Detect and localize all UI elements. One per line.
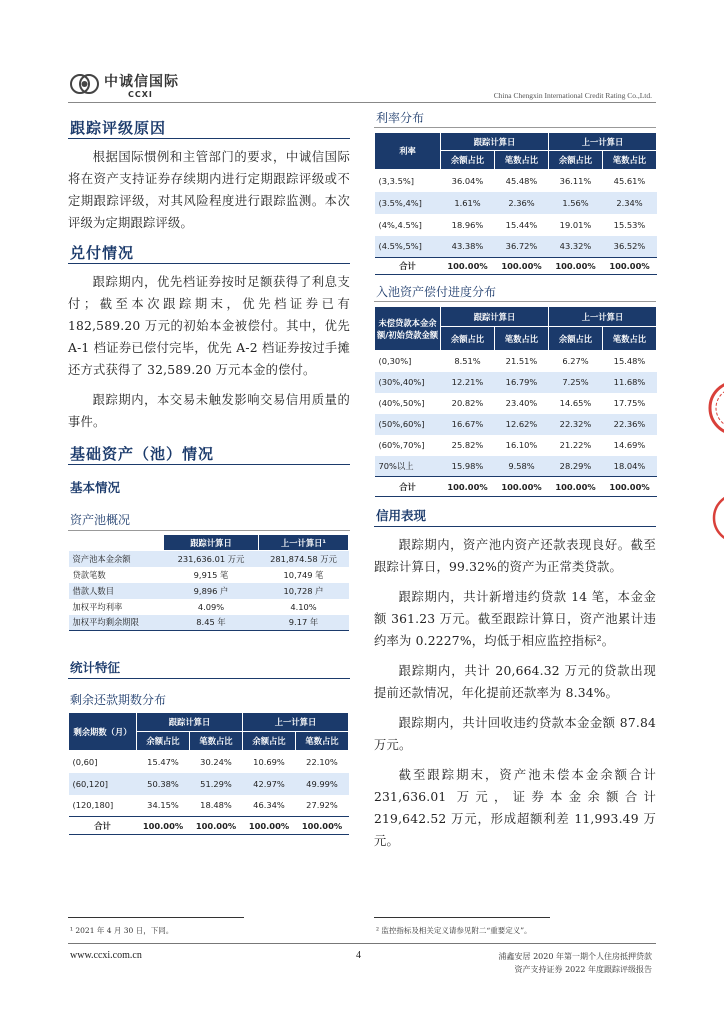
table-row: [69, 751, 349, 773]
cell: 4.09%: [197, 601, 225, 612]
cell: 6.27%: [562, 356, 589, 367]
progress-sub-header: 余额占比: [441, 327, 495, 351]
table-total-row: [69, 817, 349, 835]
cell: 14.65%: [559, 398, 592, 408]
table-row: [375, 393, 657, 414]
cell: 9.17 年: [259, 615, 349, 631]
cell: 100.00%: [603, 477, 657, 497]
cell: 12.62%: [495, 414, 549, 435]
table-row: [375, 351, 657, 372]
section-underline: [374, 526, 656, 527]
term-sub-header: 余额占比: [243, 732, 296, 751]
term-table-wrap: [68, 712, 349, 835]
cell: 49.99%: [296, 773, 349, 795]
cell: 10,728 户: [259, 583, 349, 599]
cell: 50.38%: [137, 773, 190, 795]
row-label: (4.5%,5%]: [375, 236, 441, 258]
total-label: 合计: [69, 817, 137, 835]
section-underline: [68, 678, 350, 679]
cell: 15.98%: [441, 456, 495, 477]
cell: 15.48%: [613, 356, 646, 367]
cell: 100.00%: [441, 477, 495, 497]
cell: 18.04%: [603, 456, 657, 477]
report-name-line-1: 浦鑫安居 2020 年第一期个人住房抵押贷款: [498, 952, 652, 961]
cell: 23.40%: [505, 398, 538, 408]
cell: 15.53%: [613, 219, 646, 230]
cell: 45.61%: [613, 175, 646, 186]
term-sub-header: 笔数占比: [190, 732, 243, 751]
footnote-1: ¹ 2021 年 4 月 30 日，下同。: [70, 926, 174, 935]
progress-sub-header: 余额占比: [549, 327, 603, 351]
cell: 42.97%: [243, 773, 296, 795]
section-title-payment: 兑付情况: [70, 244, 135, 262]
row-label: (120,180]: [72, 800, 114, 811]
cell: 36.04%: [451, 175, 484, 186]
section-title-rating-reason: 跟踪评级原因: [70, 119, 167, 137]
table-row: [375, 214, 657, 236]
table-row: [375, 414, 657, 435]
cell: 100.00%: [549, 477, 603, 497]
progress-table: [374, 306, 657, 497]
cell: 8.45 年: [164, 615, 259, 631]
report-name: [499, 950, 652, 976]
cell: 9,915 笔: [193, 569, 229, 580]
subsection-basic: 基本情况: [70, 480, 121, 495]
row-label: 贷款笔数: [72, 569, 106, 580]
cell: 11.68%: [603, 372, 657, 393]
cell: 1.61%: [441, 192, 495, 214]
table-row: [375, 372, 657, 393]
overview-table: [68, 534, 349, 631]
row-label: (50%,60%]: [375, 414, 441, 435]
cell: 17.75%: [613, 398, 646, 408]
overview-corner: [69, 535, 164, 551]
subsection-statistics: 统计特征: [70, 660, 121, 675]
cell: 100.00%: [441, 258, 495, 275]
cell: 34.15%: [147, 800, 179, 811]
cell: 19.01%: [559, 219, 592, 230]
term-table: [68, 712, 349, 835]
table-row: [69, 551, 349, 567]
term-sub-header: 余额占比: [137, 732, 190, 751]
cell: 9.58%: [495, 456, 549, 477]
section-title-underlying-assets: 基础资产（池）情况: [70, 445, 215, 463]
credit-performance-paragraphs: 跟踪期内，资产池内资产还款表现良好。截至跟踪计算日，99.32%的资产为正常类贷款。 跟踪期内，共计新增违约贷款 14 笔，本金金额 361.23 万元。截至跟踪计算日，资产池累计违约率为 0.2227%，均低于相应监控指标²。 跟踪期内，共计 20,664.32 万元的贷款出现提前还款情况，年化提前还款率为 8.34%。 跟踪期内，共计回收违约贷款本金金额 87.84 万元。 截至跟踪期末，资产池未偿本金余额合计 231,636.01 万元，证券本金余额合计 219,642.52 万元，形成超额利差 11,993.49 万元。: [374, 538, 656, 848]
cell: 100.00%: [603, 258, 657, 275]
cell: 18.48%: [200, 800, 232, 811]
rate-table-wrap: [374, 132, 657, 275]
cell: 1.56%: [549, 192, 603, 214]
red-seal-stamp-icon: [708, 488, 724, 548]
section-underline: [68, 263, 350, 264]
cell: 43.38%: [441, 236, 495, 258]
cell: 25.82%: [451, 440, 484, 450]
cell: 45.48%: [505, 175, 538, 186]
cell: 14.69%: [613, 440, 646, 450]
cell: 36.52%: [603, 236, 657, 258]
cell: 18.96%: [451, 219, 484, 230]
row-label: (30%,40%]: [375, 372, 441, 393]
row-label: (0,30%]: [378, 356, 412, 367]
progress-sub-header: 笔数占比: [603, 327, 657, 351]
progress-sub-header: 笔数占比: [495, 327, 549, 351]
cell: 10,749 笔: [283, 569, 324, 580]
section-underline: [68, 464, 350, 465]
cell: 231,636.01 万元: [164, 551, 259, 567]
cell: 15.44%: [505, 219, 538, 230]
progress-group-header: 跟踪计算日: [441, 307, 549, 327]
cell: 100.00%: [549, 258, 603, 275]
cell: 21.51%: [505, 356, 538, 367]
row-label: (4%,4.5%]: [378, 219, 422, 230]
caption-underline: [374, 301, 656, 302]
row-label: (40%,50%]: [378, 398, 425, 408]
cell: 100.00%: [495, 258, 549, 275]
cell: 9,896 户: [164, 583, 259, 599]
table-total-row: [375, 258, 657, 275]
footer-divider: [68, 943, 656, 944]
cell: 22.10%: [306, 756, 338, 767]
footnote-divider: [68, 917, 244, 918]
row-label: 70%以上: [375, 456, 441, 477]
cell: 28.29%: [549, 456, 603, 477]
cell: 51.29%: [190, 773, 243, 795]
row-label: (60%,70%]: [378, 440, 425, 450]
cell: 281,874.58 万元: [259, 551, 349, 567]
footer-website: www.ccxi.com.cn: [70, 950, 142, 961]
footnote-divider: [374, 917, 550, 918]
cell: 21.22%: [559, 440, 592, 450]
row-label: 资产池本金余额: [69, 551, 164, 567]
payment-paragraphs: 跟踪期内，优先档证券按时足额获得了利息支付；截至本次跟踪期末，优先档证券已有 182,589.20 万元的初始本金被偿付。其中，优先 A-1 档证券已偿付完毕，优先 A-2 档证券按过手摊还方式获得了 32,589.20 万元本金的偿付。 跟踪期内，本交易未触发影响交易信用质量的事件。: [68, 275, 350, 429]
table-row: [69, 583, 349, 599]
row-label: (3.5%,4%]: [375, 192, 441, 214]
cell: 12.21%: [441, 372, 495, 393]
cell: 36.72%: [495, 236, 549, 258]
cell: 30.24%: [200, 756, 232, 767]
cell: 16.67%: [441, 414, 495, 435]
cell: 4.10%: [290, 601, 317, 612]
overview-table-wrap: [68, 534, 349, 631]
cell: 36.11%: [559, 175, 592, 186]
overview-header: 跟踪计算日: [164, 535, 259, 551]
cell: 22.36%: [603, 414, 657, 435]
cell: 43.32%: [549, 236, 603, 258]
cell: 46.34%: [253, 800, 285, 811]
table-row: [69, 567, 349, 583]
section-underline: [68, 138, 350, 139]
row-label: (0,60]: [72, 756, 98, 767]
cell: 7.25%: [549, 372, 603, 393]
table-row: [375, 236, 657, 258]
progress-corner: 未偿贷款本金余额/初始贷款金额: [375, 307, 441, 351]
term-group-header: 跟踪计算日: [137, 713, 243, 732]
subsection-credit-performance: 信用表现: [376, 508, 427, 523]
rate-group-header: 跟踪计算日: [441, 133, 549, 151]
cell: 22.32%: [549, 414, 603, 435]
total-label: 合计: [375, 477, 441, 497]
table-row: [69, 773, 349, 795]
overview-table-caption: 资产池概况: [70, 513, 131, 527]
logo-sub: CCXI: [128, 90, 153, 99]
cell: 10.69%: [253, 756, 285, 767]
table-row: [375, 192, 657, 214]
progress-table-wrap: [374, 306, 657, 497]
table-row: [69, 795, 349, 817]
red-seal-stamp-icon: [706, 378, 724, 438]
cell: 20.82%: [451, 398, 484, 408]
table-row: [375, 435, 657, 456]
row-label: (3,3.5%]: [378, 175, 414, 186]
cell: 100.00%: [495, 477, 549, 497]
cell: 27.92%: [306, 800, 338, 811]
page-number: 4: [356, 950, 361, 961]
company-english-name: China Chengxin International Credit Rating Co.,Ltd.: [493, 91, 652, 100]
term-corner: 剩余期数（月）: [69, 713, 137, 751]
cell: 15.47%: [147, 756, 179, 767]
header-divider: [68, 102, 656, 103]
table-row: [375, 456, 657, 477]
cell: 100.00%: [243, 817, 296, 835]
term-sub-header: 笔数占比: [296, 732, 349, 751]
progress-group-header: 上一计算日: [549, 307, 657, 327]
row-label: 加权平均剩余期限: [69, 615, 164, 631]
rating-reason-paragraph: 根据国际惯例和主管部门的要求，中诚信国际将在资产支持证券存续期内进行定期跟踪评级或不定期跟踪评级，对其风险程度进行跟踪监测。本次评级为定期跟踪评级。: [68, 150, 350, 230]
cell: 100.00%: [296, 817, 349, 835]
logo-name: 中诚信国际: [104, 74, 179, 90]
rate-sub-header: 余额占比: [441, 151, 495, 170]
caption-underline: [68, 530, 350, 531]
row-label: 加权平均利率: [72, 601, 123, 612]
cell: 2.34%: [603, 192, 657, 214]
total-label: 合计: [375, 258, 441, 275]
overview-header: 上一计算日¹: [259, 535, 349, 551]
term-group-header: 上一计算日: [243, 713, 349, 732]
rate-sub-header: 笔数占比: [603, 151, 657, 170]
report-name-line-2: 资产支持证券 2022 年度跟踪评级报告: [514, 965, 652, 974]
rate-table: [374, 132, 657, 275]
footnote-2: ² 监控指标及相关定义请参见附二“重要定义”。: [376, 926, 532, 935]
cell: 8.51%: [454, 356, 481, 367]
rate-corner: 利率: [375, 133, 441, 170]
ccxi-logo-icon: [70, 70, 100, 98]
caption-underline: [374, 127, 656, 128]
rate-table-caption: 利率分布: [376, 111, 425, 125]
rate-sub-header: 笔数占比: [495, 151, 549, 170]
table-row: [69, 599, 349, 615]
cell: 16.79%: [495, 372, 549, 393]
row-label: 借款人数目: [69, 583, 164, 599]
progress-table-caption: 入池资产偿付进度分布: [376, 285, 497, 299]
table-row: [69, 615, 349, 631]
row-label: (60,120]: [69, 773, 137, 795]
term-table-caption: 剩余还款期数分布: [70, 693, 167, 707]
cell: 100.00%: [190, 817, 243, 835]
cell: 2.36%: [495, 192, 549, 214]
table-total-row: [375, 477, 657, 497]
cell: 100.00%: [137, 817, 190, 835]
cell: 16.10%: [505, 440, 538, 450]
table-row: [375, 170, 657, 192]
rate-group-header: 上一计算日: [549, 133, 657, 151]
rate-sub-header: 余额占比: [549, 151, 603, 170]
